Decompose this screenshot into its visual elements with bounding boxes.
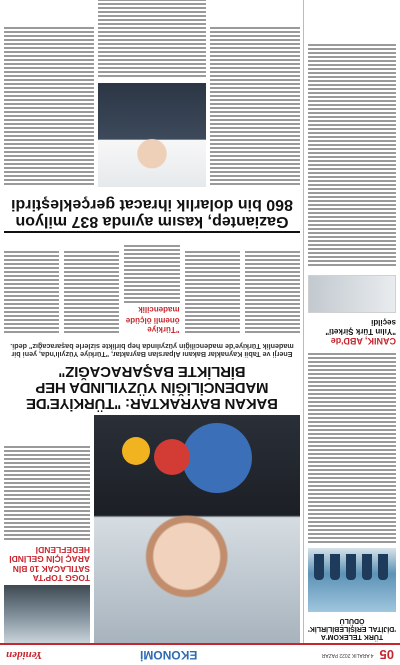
product-photo bbox=[308, 275, 396, 313]
main-subheadline: Enerji ve Tabii Kaynaklar Bakanı Alparslan Bayraktar, "Türkiye Yüzyılı'nda, yeni bir madenlik Türkiye'de madenciliğin yüzyılında hep birlikte sizlerle başaracağız" dedi. bbox=[10, 341, 294, 360]
section-divider bbox=[4, 231, 300, 233]
newspaper-logo: Yeniden bbox=[6, 649, 43, 661]
microphone bbox=[154, 439, 190, 475]
masthead bbox=[0, 643, 400, 665]
left-column bbox=[303, 0, 400, 643]
story-title-black: "Yılın Türk Şirketi" seçildi bbox=[325, 318, 396, 336]
issue-date: 4 ARALIK 2022 PAZAR bbox=[321, 652, 374, 658]
article-column bbox=[4, 235, 59, 335]
article-columns bbox=[4, 235, 300, 335]
main-headline-block bbox=[4, 341, 300, 411]
main-headline: BAKAN BAYRAKTAR: "TÜRKİYE'DE MADENCİLİĞİN YÜZYILINDA HEP BİRLİKTE BAŞARACAĞIZ" bbox=[26, 362, 278, 412]
pull-quote: "Türkiye önemli ölçüde bbox=[125, 316, 180, 334]
pull-quote: madencilik bbox=[138, 305, 180, 315]
side-story-title: TOGG TOP'TA SATILACAK 10 BİN ARAÇ İÇİN GELİNDİ HEDEFLENDİ bbox=[9, 544, 90, 583]
microphone bbox=[122, 437, 150, 465]
microphone bbox=[182, 423, 252, 493]
section-title: EKONOMİ bbox=[140, 648, 198, 662]
page-number: 05 bbox=[379, 647, 394, 663]
minister-photo bbox=[94, 415, 300, 643]
car-photo bbox=[4, 585, 90, 643]
article-text-lines bbox=[4, 446, 90, 545]
article-text-lines bbox=[304, 353, 400, 548]
article-text-lines bbox=[124, 245, 179, 303]
second-story bbox=[4, 0, 300, 187]
side-story bbox=[4, 415, 90, 643]
article-column bbox=[64, 235, 119, 335]
article-column bbox=[210, 25, 300, 187]
ceremony-photo bbox=[308, 548, 396, 612]
second-headline: Gaziantep, kasım ayında 837 milyon 860 bin dolarlık ihracat gerçekleştirdi bbox=[11, 196, 293, 230]
article-column bbox=[4, 25, 94, 187]
story-title: TÜRK TELEKOM'A 'DİJİTAL ERİŞİLEBİLİRLİK' ÖDÜLÜ bbox=[308, 616, 396, 640]
story-title bbox=[304, 317, 400, 350]
article-column bbox=[98, 0, 206, 79]
article-column bbox=[245, 235, 300, 335]
article-column bbox=[185, 235, 240, 335]
article-text-lines bbox=[304, 44, 400, 271]
governor-photo bbox=[98, 83, 206, 187]
article-column bbox=[124, 235, 179, 335]
story-title-red: CANIK, ABD'de bbox=[330, 335, 396, 346]
main-area bbox=[4, 0, 300, 643]
